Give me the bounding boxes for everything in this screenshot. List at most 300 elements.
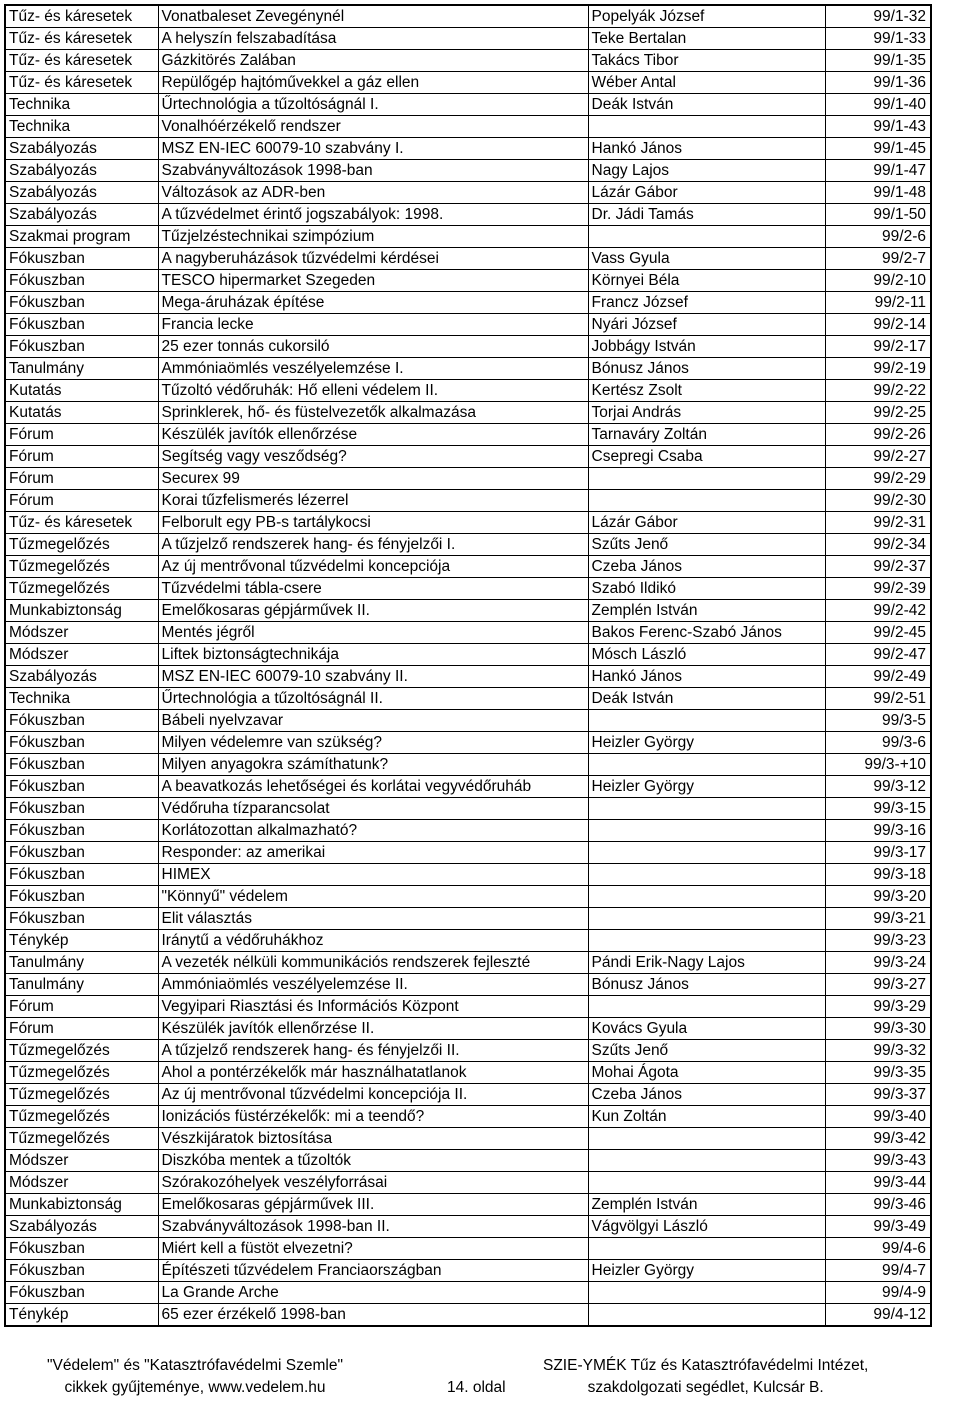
- cell-title: Milyen anyagokra számíthatunk?: [158, 754, 588, 776]
- cell-author: Heizler György: [588, 776, 825, 798]
- article-index-rows: [5, 5, 931, 1326]
- cell-category: Tűzmegelőzés: [5, 1084, 158, 1106]
- cell-issue: 99/2-49: [825, 666, 931, 688]
- cell-title: Diszkóba mentek a tűzoltók: [158, 1150, 588, 1172]
- cell-category: Szabályozás: [5, 204, 158, 226]
- cell-issue: 99/3-44: [825, 1172, 931, 1194]
- cell-issue: 99/3-40: [825, 1106, 931, 1128]
- cell-issue: 99/2-29: [825, 468, 931, 490]
- cell-author: Teke Bertalan: [588, 28, 825, 50]
- cell-title: Tűzoltó védőruhák: Hő elleni védelem II.: [158, 380, 588, 402]
- cell-author: [588, 226, 825, 248]
- cell-issue: 99/2-17: [825, 336, 931, 358]
- cell-category: Tűzmegelőzés: [5, 1106, 158, 1128]
- cell-title: La Grande Arche: [158, 1282, 588, 1304]
- cell-category: Tűzmegelőzés: [5, 534, 158, 556]
- cell-category: Fókuszban: [5, 292, 158, 314]
- cell-category: Fórum: [5, 424, 158, 446]
- cell-issue: 99/2-45: [825, 622, 931, 644]
- table-row: [5, 50, 931, 72]
- cell-author: [588, 908, 825, 930]
- cell-category: Tanulmány: [5, 974, 158, 996]
- table-row: [5, 182, 931, 204]
- cell-title: Ionizációs füstérzékelők: mi a teendő?: [158, 1106, 588, 1128]
- cell-issue: 99/3-24: [825, 952, 931, 974]
- cell-category: Fókuszban: [5, 336, 158, 358]
- cell-issue: 99/1-45: [825, 138, 931, 160]
- cell-title: Elit választás: [158, 908, 588, 930]
- cell-category: Fókuszban: [5, 886, 158, 908]
- table-row: [5, 424, 931, 446]
- cell-title: 25 ezer tonnás cukorsiló: [158, 336, 588, 358]
- table-row: [5, 578, 931, 600]
- cell-title: Űrtechnológia a tűzoltóságnál I.: [158, 94, 588, 116]
- table-row: [5, 402, 931, 424]
- cell-category: Fókuszban: [5, 864, 158, 886]
- cell-category: Tűz- és káresetek: [5, 72, 158, 94]
- table-row: [5, 446, 931, 468]
- table-row: [5, 116, 931, 138]
- cell-issue: 99/4-7: [825, 1260, 931, 1282]
- cell-author: Wéber Antal: [588, 72, 825, 94]
- table-row: [5, 930, 931, 952]
- article-index-table: [4, 4, 932, 1327]
- cell-author: [588, 930, 825, 952]
- cell-issue: 99/4-6: [825, 1238, 931, 1260]
- cell-issue: 99/3-12: [825, 776, 931, 798]
- cell-issue: 99/3-27: [825, 974, 931, 996]
- cell-title: Tűzvédelmi tábla-csere: [158, 578, 588, 600]
- cell-category: Fókuszban: [5, 1282, 158, 1304]
- cell-issue: 99/3-29: [825, 996, 931, 1018]
- cell-category: Tanulmány: [5, 358, 158, 380]
- table-row: [5, 248, 931, 270]
- cell-author: Kovács Gyula: [588, 1018, 825, 1040]
- cell-author: [588, 1304, 825, 1327]
- cell-title: A beavatkozás lehetőségei és korlátai vegyvédőruháb: [158, 776, 588, 798]
- table-row: [5, 28, 931, 50]
- cell-author: Pándi Erik-Nagy Lajos: [588, 952, 825, 974]
- cell-issue: 99/2-27: [825, 446, 931, 468]
- table-row: [5, 270, 931, 292]
- cell-author: Lázár Gábor: [588, 182, 825, 204]
- cell-title: Az új mentrővonal tűzvédelmi koncepciója II.: [158, 1084, 588, 1106]
- cell-title: Emelőkosaras gépjárművek III.: [158, 1194, 588, 1216]
- cell-category: Tűz- és káresetek: [5, 5, 158, 28]
- cell-category: Fókuszban: [5, 314, 158, 336]
- footer-institute-line1: SZIE-YMÉK Tűz és Katasztrófavédelmi Intézet,: [543, 1357, 869, 1374]
- cell-author: Bónusz János: [588, 358, 825, 380]
- table-row: [5, 94, 931, 116]
- cell-issue: 99/1-33: [825, 28, 931, 50]
- cell-category: Fókuszban: [5, 754, 158, 776]
- cell-title: MSZ EN-IEC 60079-10 szabvány I.: [158, 138, 588, 160]
- cell-category: Szabályozás: [5, 138, 158, 160]
- cell-title: Ammóniaömlés veszélyelemzése I.: [158, 358, 588, 380]
- cell-issue: 99/2-26: [825, 424, 931, 446]
- cell-issue: 99/3-17: [825, 842, 931, 864]
- cell-category: Szakmai program: [5, 226, 158, 248]
- cell-category: Tűz- és káresetek: [5, 512, 158, 534]
- cell-author: Mósch László: [588, 644, 825, 666]
- cell-category: Szabályozás: [5, 160, 158, 182]
- cell-title: Segítség vagy vesződség?: [158, 446, 588, 468]
- cell-title: TESCO hipermarket Szegeden: [158, 270, 588, 292]
- cell-issue: 99/2-19: [825, 358, 931, 380]
- cell-title: Responder: az amerikai: [158, 842, 588, 864]
- cell-issue: 99/1-36: [825, 72, 931, 94]
- footer-source-line2: cikkek gyűjteménye, www.vedelem.hu: [64, 1379, 326, 1396]
- cell-category: Fókuszban: [5, 908, 158, 930]
- cell-title: Szórakozóhelyek veszélyforrásai: [158, 1172, 588, 1194]
- cell-author: [588, 1238, 825, 1260]
- cell-author: Lázár Gábor: [588, 512, 825, 534]
- cell-category: Szabályozás: [5, 1216, 158, 1238]
- cell-category: Tűz- és káresetek: [5, 28, 158, 50]
- table-row: [5, 776, 931, 798]
- table-row: [5, 1018, 931, 1040]
- table-row: [5, 820, 931, 842]
- cell-author: Takács Tibor: [588, 50, 825, 72]
- table-row: [5, 974, 931, 996]
- cell-category: Fókuszban: [5, 270, 158, 292]
- cell-category: Szabályozás: [5, 666, 158, 688]
- table-row: [5, 842, 931, 864]
- cell-title: A tűzjelző rendszerek hang- és fényjelzői I.: [158, 534, 588, 556]
- cell-issue: 99/2-39: [825, 578, 931, 600]
- table-row: [5, 1084, 931, 1106]
- cell-title: Gázkitörés Zalában: [158, 50, 588, 72]
- table-row: [5, 996, 931, 1018]
- cell-author: [588, 886, 825, 908]
- cell-issue: 99/2-6: [825, 226, 931, 248]
- cell-category: Fókuszban: [5, 820, 158, 842]
- cell-author: Tarnaváry Zoltán: [588, 424, 825, 446]
- table-row: [5, 490, 931, 512]
- cell-author: [588, 1128, 825, 1150]
- cell-category: Fórum: [5, 446, 158, 468]
- cell-author: [588, 864, 825, 886]
- cell-issue: 99/2-7: [825, 248, 931, 270]
- cell-issue: 99/3-35: [825, 1062, 931, 1084]
- cell-author: Zemplén István: [588, 1194, 825, 1216]
- table-row: [5, 556, 931, 578]
- cell-author: Bakos Ferenc-Szabó János: [588, 622, 825, 644]
- table-row: [5, 5, 931, 28]
- cell-author: Mohai Ágota: [588, 1062, 825, 1084]
- cell-author: [588, 710, 825, 732]
- cell-issue: 99/4-12: [825, 1304, 931, 1327]
- cell-category: Tűz- és káresetek: [5, 50, 158, 72]
- footer-institute-line2: szakdolgozati segédlet, Kulcsár B.: [587, 1379, 824, 1396]
- cell-author: Nagy Lajos: [588, 160, 825, 182]
- cell-title: Korlátozottan alkalmazható?: [158, 820, 588, 842]
- cell-author: [588, 1172, 825, 1194]
- cell-author: Torjai András: [588, 402, 825, 424]
- cell-author: [588, 754, 825, 776]
- table-row: [5, 798, 931, 820]
- table-row: [5, 1238, 931, 1260]
- cell-title: Változások az ADR-ben: [158, 182, 588, 204]
- cell-issue: 99/3-23: [825, 930, 931, 952]
- cell-title: 65 ezer érzékelő 1998-ban: [158, 1304, 588, 1327]
- cell-issue: 99/3-46: [825, 1194, 931, 1216]
- cell-title: Űrtechnológia a tűzoltóságnál II.: [158, 688, 588, 710]
- cell-author: Deák István: [588, 94, 825, 116]
- cell-author: Szűts Jenő: [588, 1040, 825, 1062]
- cell-title: A tűzjelző rendszerek hang- és fényjelzői II.: [158, 1040, 588, 1062]
- footer-source-line1: "Védelem" és "Katasztrófavédelmi Szemle": [47, 1357, 343, 1374]
- cell-issue: 99/2-34: [825, 534, 931, 556]
- cell-category: Tűzmegelőzés: [5, 1062, 158, 1084]
- cell-issue: 99/1-32: [825, 5, 931, 28]
- cell-issue: 99/3-+10: [825, 754, 931, 776]
- cell-title: HIMEX: [158, 864, 588, 886]
- cell-author: Szűts Jenő: [588, 534, 825, 556]
- cell-issue: 99/3-18: [825, 864, 931, 886]
- table-row: [5, 710, 931, 732]
- table-row: [5, 380, 931, 402]
- cell-title: MSZ EN-IEC 60079-10 szabvány II.: [158, 666, 588, 688]
- cell-category: Ténykép: [5, 930, 158, 952]
- cell-issue: 99/4-9: [825, 1282, 931, 1304]
- table-row: [5, 512, 931, 534]
- table-row: [5, 1304, 931, 1327]
- cell-issue: 99/2-14: [825, 314, 931, 336]
- cell-category: Tűzmegelőzés: [5, 556, 158, 578]
- cell-category: Módszer: [5, 644, 158, 666]
- cell-category: Tűzmegelőzés: [5, 578, 158, 600]
- table-row: [5, 644, 931, 666]
- cell-title: Francia lecke: [158, 314, 588, 336]
- cell-title: Vészkijáratok biztosítása: [158, 1128, 588, 1150]
- cell-category: Technika: [5, 116, 158, 138]
- table-row: [5, 336, 931, 358]
- table-row: [5, 468, 931, 490]
- cell-category: Tűzmegelőzés: [5, 1128, 158, 1150]
- cell-author: Jobbágy István: [588, 336, 825, 358]
- footer-source: [47, 1355, 343, 1399]
- cell-category: Fókuszban: [5, 732, 158, 754]
- cell-category: Technika: [5, 94, 158, 116]
- cell-title: Emelőkosaras gépjárművek II.: [158, 600, 588, 622]
- cell-category: Módszer: [5, 1150, 158, 1172]
- table-row: [5, 622, 931, 644]
- table-row: [5, 908, 931, 930]
- cell-author: Czeba János: [588, 1084, 825, 1106]
- cell-title: A tűzvédelmet érintő jogszabályok: 1998.: [158, 204, 588, 226]
- table-row: [5, 886, 931, 908]
- cell-author: Zemplén István: [588, 600, 825, 622]
- table-row: [5, 1040, 931, 1062]
- table-row: [5, 952, 931, 974]
- cell-category: Fókuszban: [5, 798, 158, 820]
- cell-title: Securex 99: [158, 468, 588, 490]
- cell-issue: 99/2-37: [825, 556, 931, 578]
- cell-author: [588, 116, 825, 138]
- cell-author: Nyári József: [588, 314, 825, 336]
- cell-title: Szabványváltozások 1998-ban II.: [158, 1216, 588, 1238]
- cell-category: Fókuszban: [5, 1238, 158, 1260]
- cell-title: Ammóniaömlés veszélyelemzése II.: [158, 974, 588, 996]
- cell-issue: 99/3-43: [825, 1150, 931, 1172]
- cell-category: Fókuszban: [5, 1260, 158, 1282]
- cell-author: Kun Zoltán: [588, 1106, 825, 1128]
- table-row: [5, 754, 931, 776]
- cell-title: Liftek biztonságtechnikája: [158, 644, 588, 666]
- cell-issue: 99/3-20: [825, 886, 931, 908]
- cell-issue: 99/3-32: [825, 1040, 931, 1062]
- cell-category: Módszer: [5, 1172, 158, 1194]
- table-row: [5, 666, 931, 688]
- table-row: [5, 292, 931, 314]
- cell-category: Kutatás: [5, 402, 158, 424]
- cell-author: [588, 798, 825, 820]
- cell-issue: 99/3-5: [825, 710, 931, 732]
- cell-category: Technika: [5, 688, 158, 710]
- cell-author: [588, 490, 825, 512]
- cell-title: Készülék javítók ellenőrzése: [158, 424, 588, 446]
- cell-category: Módszer: [5, 622, 158, 644]
- cell-title: Sprinklerek, hő- és füstelvezetők alkalmazása: [158, 402, 588, 424]
- cell-category: Fókuszban: [5, 248, 158, 270]
- cell-issue: 99/2-31: [825, 512, 931, 534]
- cell-issue: 99/1-47: [825, 160, 931, 182]
- table-row: [5, 1172, 931, 1194]
- cell-category: Fókuszban: [5, 710, 158, 732]
- cell-author: Czeba János: [588, 556, 825, 578]
- cell-title: Bábeli nyelvzavar: [158, 710, 588, 732]
- cell-title: Ahol a pontérzékelők már használhatatlanok: [158, 1062, 588, 1084]
- cell-author: [588, 996, 825, 1018]
- table-row: [5, 358, 931, 380]
- cell-author: Kertész Zsolt: [588, 380, 825, 402]
- table-row: [5, 1150, 931, 1172]
- cell-issue: 99/3-6: [825, 732, 931, 754]
- table-row: [5, 1282, 931, 1304]
- cell-author: Vágvölgyi László: [588, 1216, 825, 1238]
- cell-author: [588, 1282, 825, 1304]
- cell-author: [588, 468, 825, 490]
- cell-category: Fókuszban: [5, 842, 158, 864]
- cell-title: Az új mentrővonal tűzvédelmi koncepciója: [158, 556, 588, 578]
- cell-issue: 99/1-35: [825, 50, 931, 72]
- cell-title: Felborult egy PB-s tartálykocsi: [158, 512, 588, 534]
- footer-institute: [543, 1355, 868, 1399]
- cell-category: Munkabiztonság: [5, 600, 158, 622]
- cell-title: Védőruha tízparancsolat: [158, 798, 588, 820]
- cell-title: Vonatbaleset Zevegénynél: [158, 5, 588, 28]
- table-row: [5, 1216, 931, 1238]
- table-row: [5, 314, 931, 336]
- cell-issue: 99/3-49: [825, 1216, 931, 1238]
- cell-title: Készülék javítók ellenőrzése II.: [158, 1018, 588, 1040]
- table-row: [5, 138, 931, 160]
- table-row: [5, 688, 931, 710]
- cell-category: Fórum: [5, 996, 158, 1018]
- cell-issue: 99/3-30: [825, 1018, 931, 1040]
- cell-issue: 99/2-11: [825, 292, 931, 314]
- table-row: [5, 732, 931, 754]
- cell-title: Mega-áruházak építése: [158, 292, 588, 314]
- cell-issue: 99/2-51: [825, 688, 931, 710]
- table-row: [5, 864, 931, 886]
- cell-title: A helyszín felszabadítása: [158, 28, 588, 50]
- cell-issue: 99/3-37: [825, 1084, 931, 1106]
- cell-issue: 99/1-40: [825, 94, 931, 116]
- cell-author: Környei Béla: [588, 270, 825, 292]
- cell-issue: 99/2-30: [825, 490, 931, 512]
- cell-category: Fókuszban: [5, 776, 158, 798]
- cell-issue: 99/2-25: [825, 402, 931, 424]
- article-index-sheet: [4, 4, 930, 1327]
- cell-title: Repülőgép hajtóművekkel a gáz ellen: [158, 72, 588, 94]
- table-row: [5, 226, 931, 248]
- cell-category: Munkabiztonság: [5, 1194, 158, 1216]
- cell-author: Szabó Ildikó: [588, 578, 825, 600]
- table-row: [5, 1260, 931, 1282]
- cell-issue: 99/2-22: [825, 380, 931, 402]
- cell-category: Tűzmegelőzés: [5, 1040, 158, 1062]
- cell-category: Szabályozás: [5, 182, 158, 204]
- cell-issue: 99/2-10: [825, 270, 931, 292]
- cell-title: Szabványváltozások 1998-ban: [158, 160, 588, 182]
- cell-category: Fórum: [5, 1018, 158, 1040]
- cell-issue: 99/3-15: [825, 798, 931, 820]
- cell-title: Miért kell a füstöt elvezetni?: [158, 1238, 588, 1260]
- cell-author: Hankó János: [588, 666, 825, 688]
- table-row: [5, 600, 931, 622]
- cell-author: Bónusz János: [588, 974, 825, 996]
- cell-title: Mentés jégről: [158, 622, 588, 644]
- cell-issue: 99/2-47: [825, 644, 931, 666]
- table-row: [5, 160, 931, 182]
- table-row: [5, 1194, 931, 1216]
- cell-author: Francz József: [588, 292, 825, 314]
- cell-author: Csepregi Csaba: [588, 446, 825, 468]
- cell-issue: 99/3-21: [825, 908, 931, 930]
- cell-author: Deák István: [588, 688, 825, 710]
- cell-issue: 99/1-48: [825, 182, 931, 204]
- cell-title: Korai tűzfelismerés lézerrel: [158, 490, 588, 512]
- cell-title: Vonalhóérzékelő rendszer: [158, 116, 588, 138]
- cell-author: Hankó János: [588, 138, 825, 160]
- cell-category: Fórum: [5, 490, 158, 512]
- cell-author: [588, 1150, 825, 1172]
- cell-category: Kutatás: [5, 380, 158, 402]
- cell-title: "Könnyű" védelem: [158, 886, 588, 908]
- cell-author: Popelyák József: [588, 5, 825, 28]
- cell-issue: 99/1-50: [825, 204, 931, 226]
- cell-author: [588, 842, 825, 864]
- cell-issue: 99/1-43: [825, 116, 931, 138]
- cell-author: Heizler György: [588, 732, 825, 754]
- cell-issue: 99/3-42: [825, 1128, 931, 1150]
- cell-author: Heizler György: [588, 1260, 825, 1282]
- cell-title: Építészeti tűzvédelem Franciaországban: [158, 1260, 588, 1282]
- table-row: [5, 1106, 931, 1128]
- cell-title: Tűzjelzéstechnikai szimpózium: [158, 226, 588, 248]
- cell-author: Vass Gyula: [588, 248, 825, 270]
- cell-category: Tanulmány: [5, 952, 158, 974]
- cell-issue: 99/3-16: [825, 820, 931, 842]
- cell-title: A nagyberuházások tűzvédelmi kérdései: [158, 248, 588, 270]
- cell-author: [588, 820, 825, 842]
- cell-issue: 99/2-42: [825, 600, 931, 622]
- table-row: [5, 72, 931, 94]
- footer-page-number: 14. oldal: [447, 1379, 506, 1396]
- table-row: [5, 1128, 931, 1150]
